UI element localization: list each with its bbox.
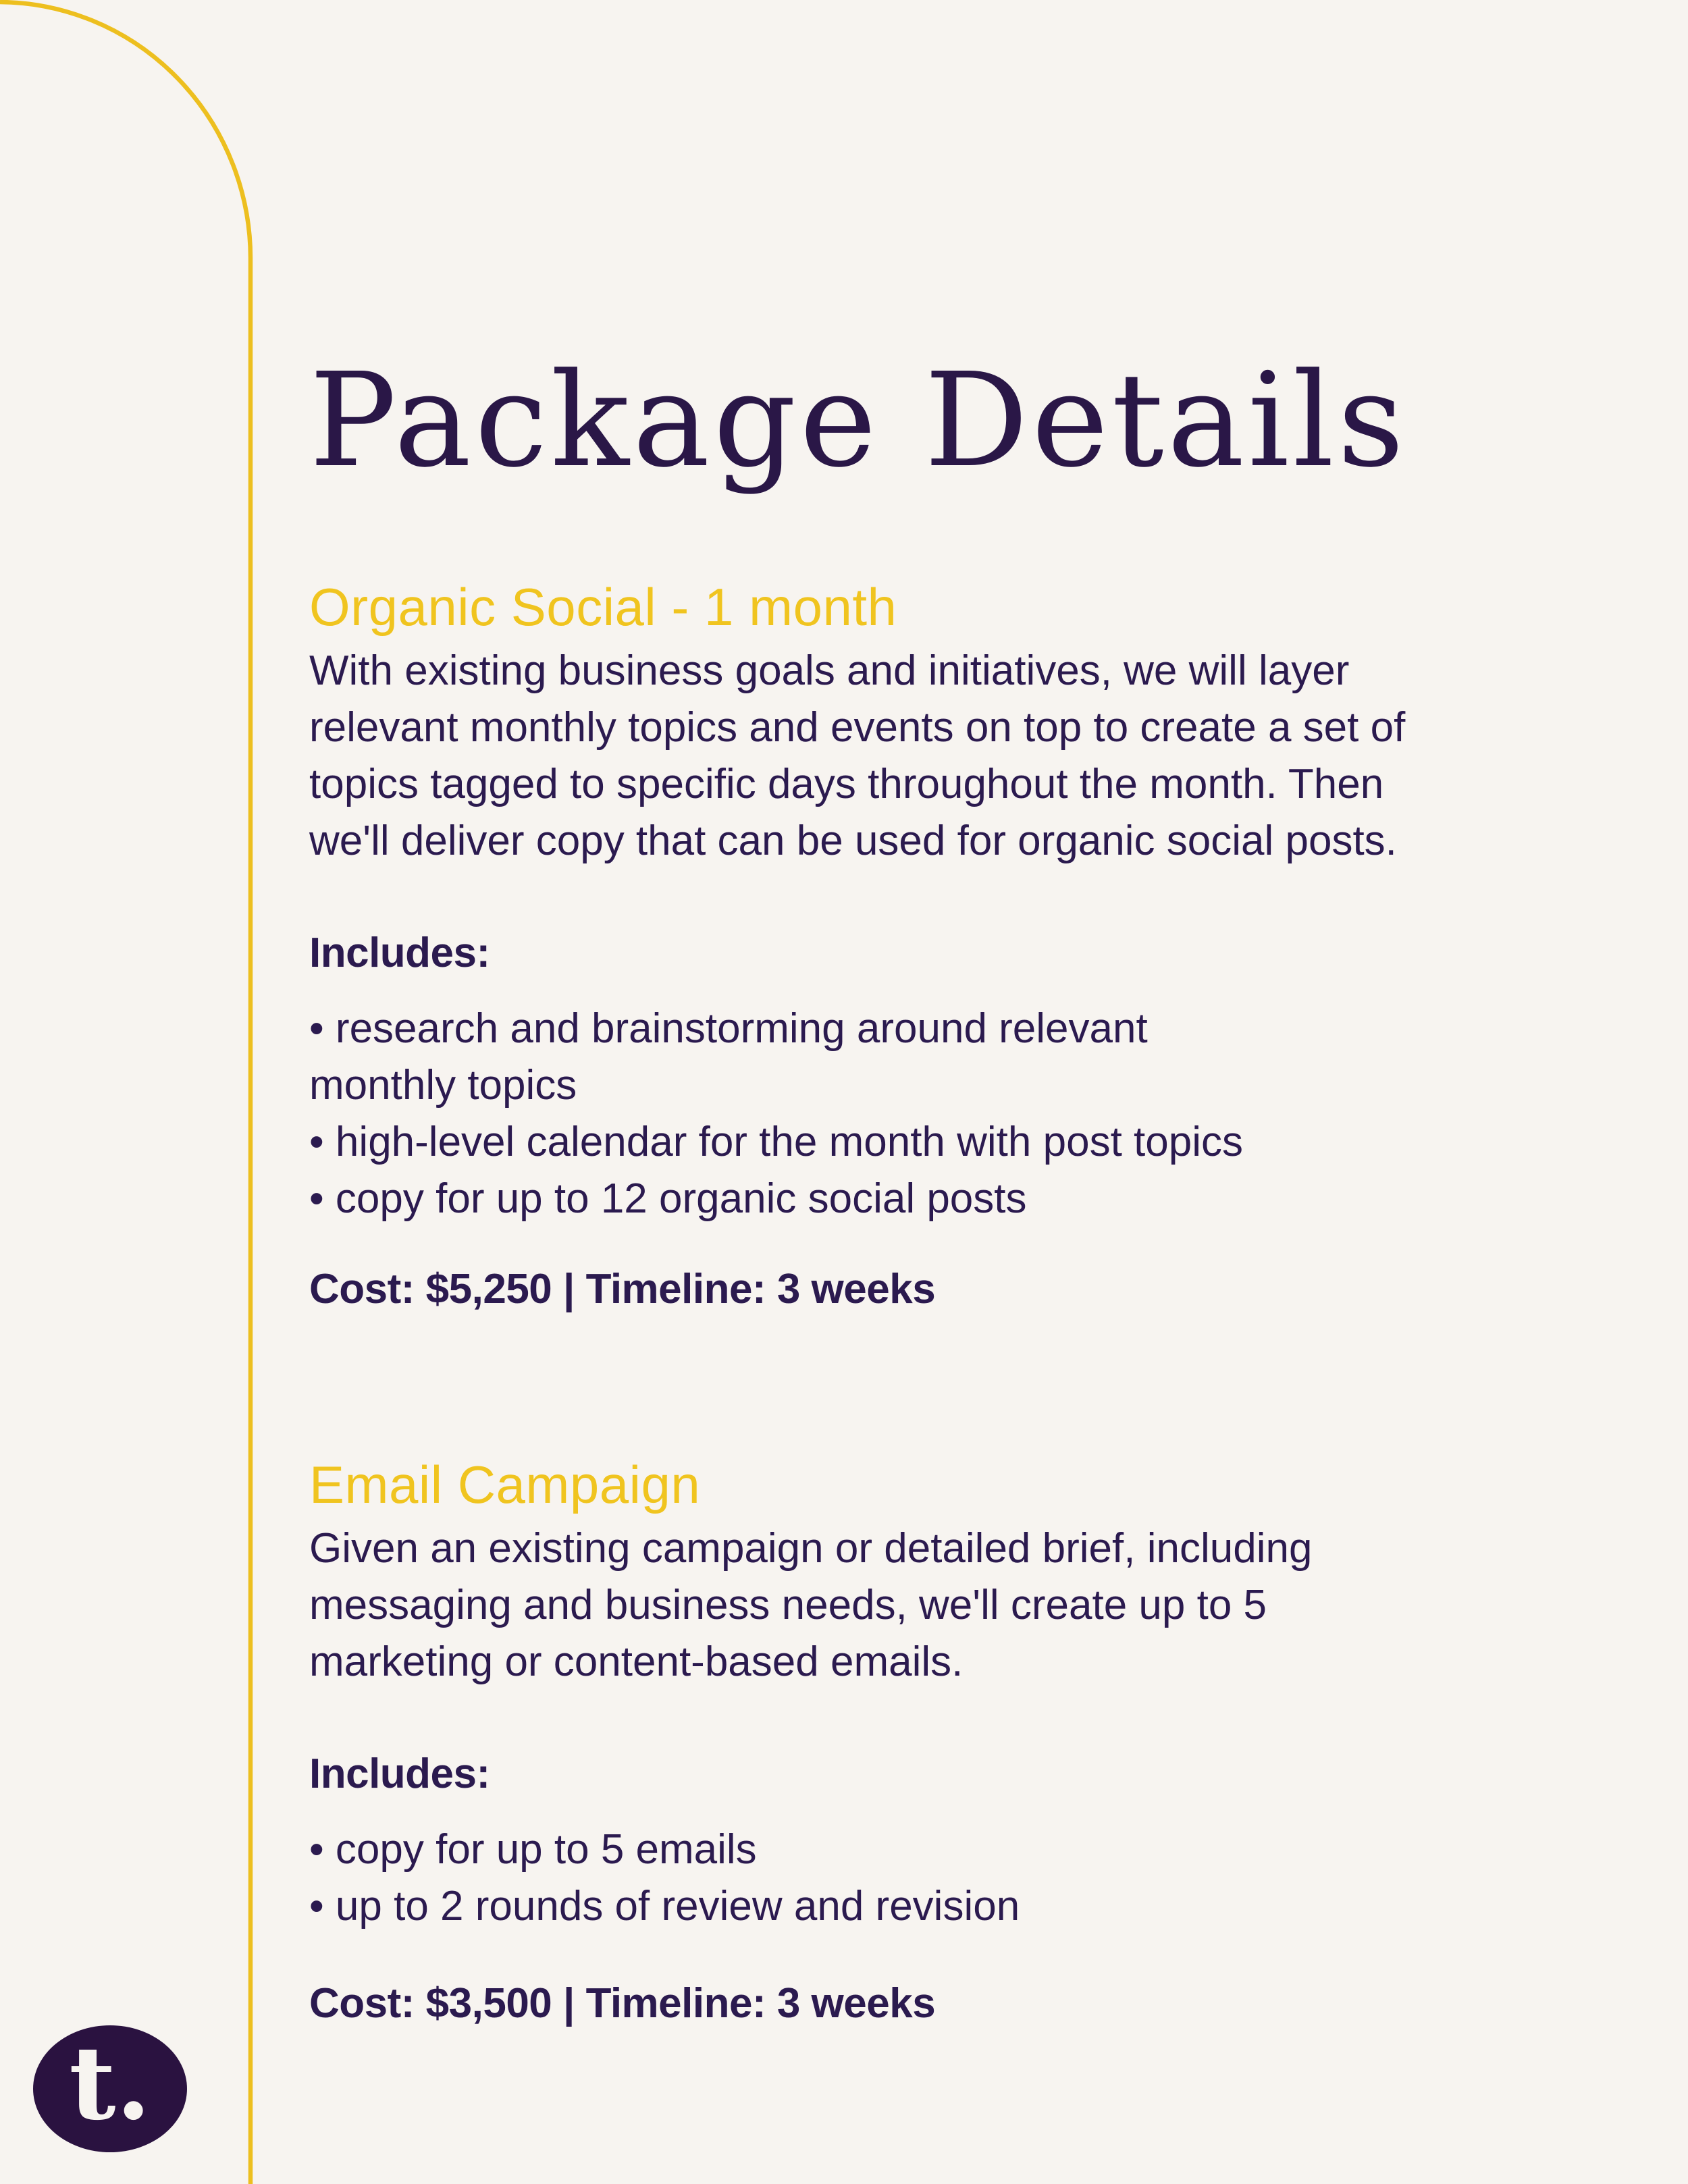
text-line: marketing or content-based emails.	[309, 1639, 964, 1685]
section-heading: Organic Social - 1 month	[309, 577, 897, 637]
cost-timeline: Cost: $3,500 | Timeline: 3 weeks	[309, 1980, 936, 2027]
package-section-organic-social	[309, 575, 1606, 1318]
logo-text: t.	[69, 2024, 151, 2143]
text-line: • copy for up to 5 emails	[309, 1826, 757, 1873]
text-line: • research and brainstorming around relevant	[309, 1005, 1148, 1052]
text-line: Given an existing campaign or detailed brief, including	[309, 1525, 1313, 1572]
text-line: • copy for up to 12 organic social posts	[309, 1175, 1027, 1222]
package-section-email-campaign	[309, 1453, 1606, 2032]
logo-mark	[33, 2025, 187, 2152]
includes-list	[309, 1821, 1606, 1935]
section-description	[309, 643, 1606, 870]
section-heading: Email Campaign	[309, 1455, 701, 1514]
text-line: we'll deliver copy that can be used for organic social posts.	[309, 818, 1397, 864]
includes-label: Includes:	[309, 930, 490, 976]
text-line: With existing business goals and initiatives, we will layer	[309, 647, 1350, 694]
section-description	[309, 1520, 1606, 1690]
text-line: topics tagged to specific days throughout the month. Then	[309, 761, 1384, 807]
page-title: Package Details	[309, 346, 1408, 496]
content-column	[309, 0, 1606, 2032]
text-line: messaging and business needs, we'll create up to 5	[309, 1582, 1267, 1628]
text-line: • up to 2 rounds of review and revision	[309, 1883, 1020, 1929]
includes-label: Includes:	[309, 1751, 490, 1797]
cost-timeline: Cost: $5,250 | Timeline: 3 weeks	[309, 1266, 936, 1312]
text-line: monthly topics	[309, 1062, 577, 1109]
yellow-border-path	[0, 2, 250, 2184]
text-line: • high-level calendar for the month with post topics	[309, 1119, 1243, 1165]
includes-list	[309, 1001, 1606, 1227]
text-line: relevant monthly topics and events on top to create a set of	[309, 704, 1406, 751]
